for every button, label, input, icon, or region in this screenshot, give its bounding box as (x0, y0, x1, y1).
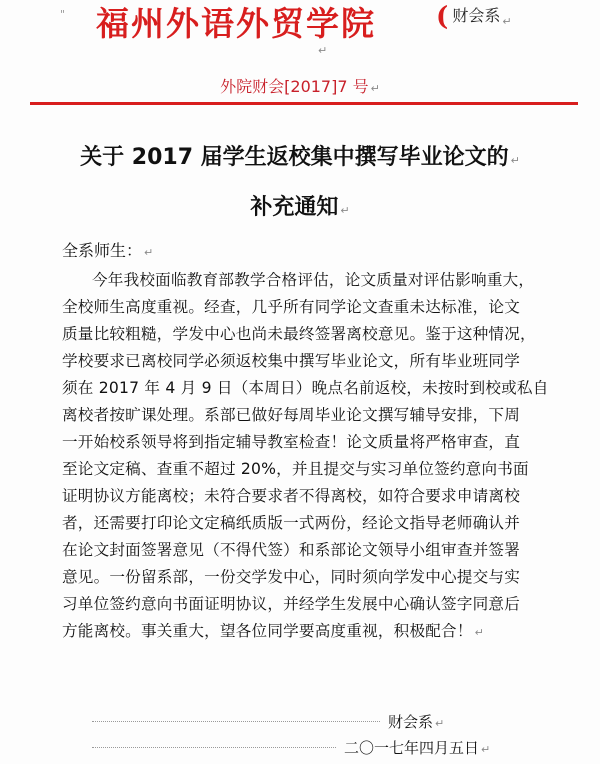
body-line: 证明协议方能离校；未符合要求者不得离校，如符合要求申请离校 (62, 487, 521, 505)
notice-title-text: 补充通知 (250, 195, 339, 220)
notice-title-line-1 (0, 140, 600, 171)
signature-department-text: 财会系 (388, 713, 434, 731)
red-header-rule (30, 102, 578, 105)
line-start-mark: " (60, 8, 66, 21)
document-number-text: 外院财会[2017]7 号 (220, 77, 369, 96)
org-title: 福州外语外贸学院 (96, 4, 376, 43)
body-line: 至论文定稿、查重不超过 20%，并且提交与实习单位签约意向书面 (62, 460, 529, 478)
body-line-last (62, 619, 484, 641)
paragraph-mark-icon: ↵ (144, 246, 154, 259)
department-tag (436, 2, 512, 32)
body-line: 学校要求已离校同学必须返校集中撰写毕业论文，所有毕业班同学 (62, 352, 521, 370)
body-line: 意见。一份留系部，一份交学发中心，同时须向学发中心提交与实 (62, 568, 521, 586)
body-line: 一开始校系领导将到指定辅导教室检查！论文质量将严格审查，直 (62, 433, 521, 451)
paragraph-mark-icon: ↵ (370, 82, 380, 95)
paragraph-mark-icon: ↵ (474, 626, 485, 639)
signature-date-text: 二〇一七年四月五日 (344, 739, 480, 757)
department-name: 财会系 (452, 6, 501, 25)
date-dotted-leader (92, 747, 336, 748)
body-line: 习单位签约意向书面证明协议，并经学生发展中心确认签字同意后 (62, 595, 521, 613)
notice-title-line-2 (0, 190, 600, 221)
document-number (0, 74, 600, 97)
signature-department (388, 711, 444, 732)
body-line: 今年我校面临教育部教学合格评估，论文质量对评估影响重大， (92, 271, 535, 289)
body-line: 者，还需要打印论文定稿纸质版一式两份，经论文指导老师确认并 (62, 514, 521, 532)
body-line: 在论文封面签署意见（不得代签）和系部论文领导小组审查并签署 (62, 541, 521, 559)
notice-title-text: 关于 2017 届学生返校集中撰写毕业论文的 (80, 145, 509, 170)
paragraph-mark-icon: ↵ (435, 717, 445, 730)
salutation (62, 238, 153, 261)
paragraph-mark-icon: ↵ (318, 44, 328, 57)
body-line: 须在 2017 年 4 月 9 日（本周日）晚点名前返校，未按时到校或私自 (62, 379, 549, 397)
department-paren: ( (436, 2, 449, 32)
paragraph-mark-icon: ↵ (502, 15, 512, 28)
salutation-text: 全系师生： (62, 241, 143, 260)
signature-date (344, 737, 490, 758)
body-line: 离校者按旷课处理。系部已做好每周毕业论文撰写辅导安排，下周 (62, 406, 521, 424)
paragraph-mark-icon: ↵ (340, 204, 350, 217)
body-line: 质量比较粗糙，学发中心也尚未最终签署离校意见。鉴于这种情况， (62, 325, 536, 343)
body-line: 方能离校。事关重大，望各位同学要高度重视，积极配合！ (62, 622, 473, 640)
paragraph-mark-icon: ↵ (510, 154, 520, 167)
body-line: 全校师生高度重视。经查，几乎所有同学论文查重未达标准，论文 (62, 298, 521, 316)
signature-dotted-leader (92, 721, 380, 722)
paragraph-mark-icon: ↵ (481, 743, 491, 756)
